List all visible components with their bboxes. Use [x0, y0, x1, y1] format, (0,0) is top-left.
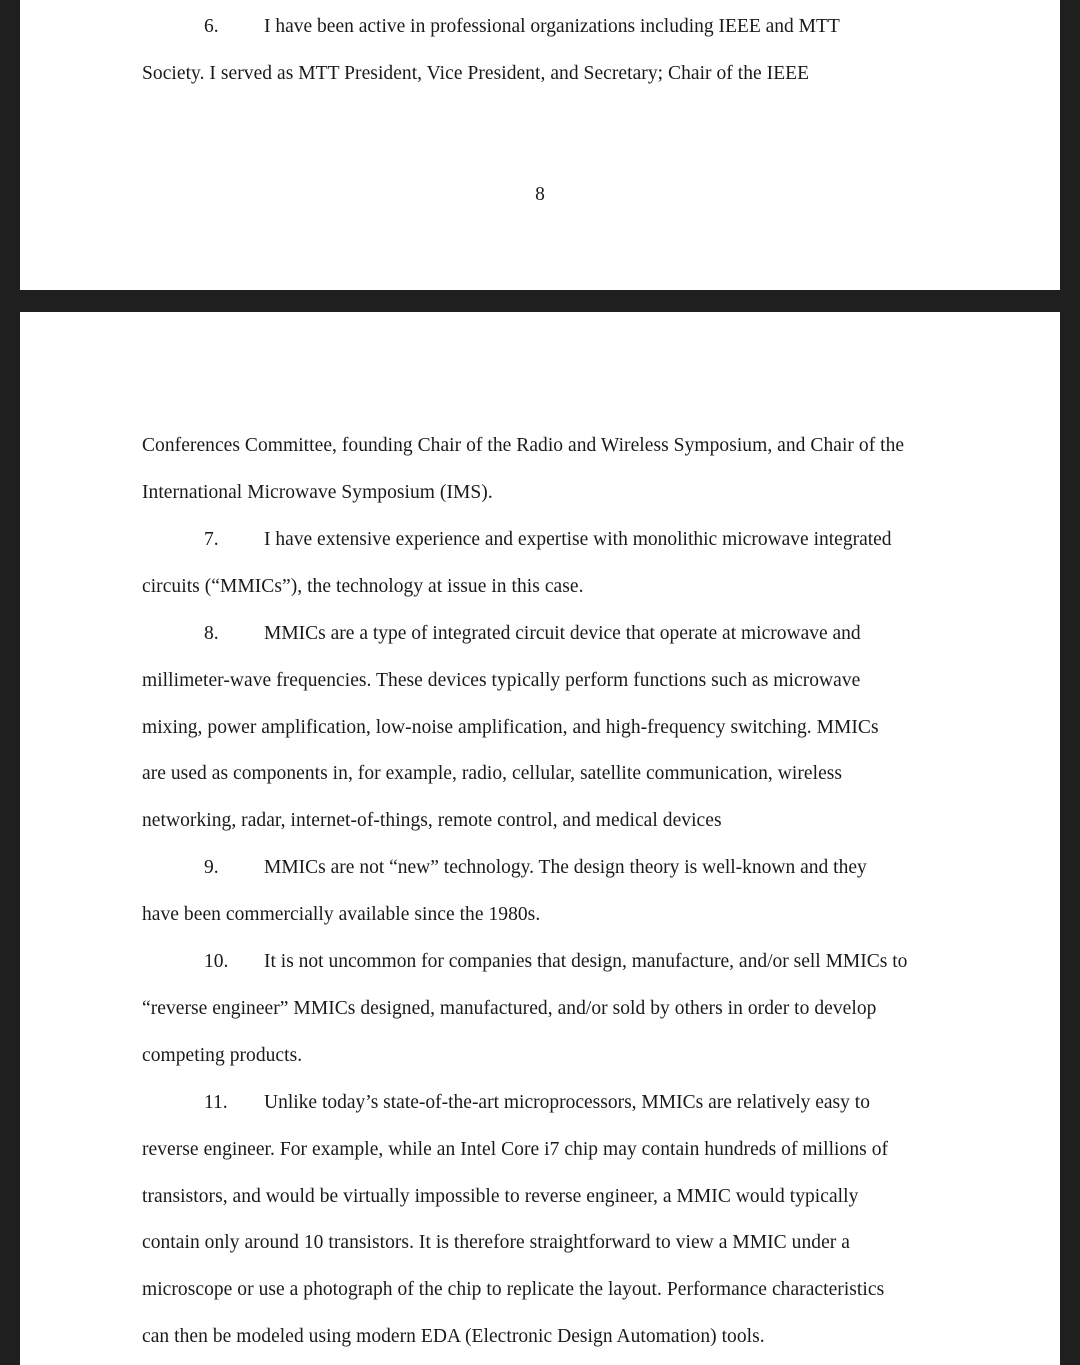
paragraph-6-continuation-line: Conferences Committee, founding Chair of the Radio and Wireless Symposium, and Chair of the — [142, 435, 905, 456]
paragraph-8-line: mixing, power amplification, low-noise amplification, and high-frequency switching. MMICs — [142, 717, 879, 738]
paragraph-11-line: contain only around 10 transistors. It is therefore straightforward to view a MMIC under a — [142, 1232, 850, 1253]
document-page-bottom — [20, 312, 1060, 1365]
paragraph-11-line: reverse engineer. For example, while an Intel Core i7 chip may contain hundreds of millions of — [142, 1139, 889, 1160]
paragraph-10-line: “reverse engineer” MMICs designed, manufactured, and/or sold by others in order to develop — [142, 998, 877, 1019]
paragraph-number: 10. — [204, 951, 229, 972]
paragraph-8-first-line: MMICs are a type of integrated circuit device that operate at microwave and — [264, 623, 861, 644]
document-page-top — [20, 0, 1060, 290]
paragraph-number: 9. — [204, 857, 219, 878]
paragraph-6-first-line: I have been active in professional organizations including IEEE and MTT — [264, 16, 840, 37]
paragraph-11-line: can then be modeled using modern EDA (Electronic Design Automation) tools. — [142, 1326, 765, 1347]
page-number: 8 — [535, 184, 545, 205]
paragraph-11-line: microscope or use a photograph of the chip to replicate the layout. Performance characteristics — [142, 1279, 885, 1300]
paragraph-11-first-line: Unlike today’s state-of-the-art microprocessors, MMICs are relatively easy to — [264, 1092, 870, 1113]
paragraph-11-line: transistors, and would be virtually impossible to reverse engineer, a MMIC would typically — [142, 1186, 859, 1207]
paragraph-6-line: Society. I served as MTT President, Vice President, and Secretary; Chair of the IEEE — [142, 63, 810, 84]
paragraph-7-first-line: I have extensive experience and expertise with monolithic microwave integrated — [264, 529, 892, 550]
paragraph-6-continuation-line: International Microwave Symposium (IMS). — [142, 482, 493, 503]
paragraph-9-first-line: MMICs are not “new” technology. The design theory is well-known and they — [264, 857, 867, 878]
paragraph-8-line: are used as components in, for example, radio, cellular, satellite communication, wireless — [142, 763, 843, 784]
paragraph-9-line: have been commercially available since the 1980s. — [142, 904, 541, 925]
paragraph-8-line: networking, radar, internet-of-things, remote control, and medical devices — [142, 810, 722, 831]
paragraph-10-first-line: It is not uncommon for companies that design, manufacture, and/or sell MMICs to — [264, 951, 908, 972]
paragraph-number: 7. — [204, 529, 219, 550]
paragraph-10-line: competing products. — [142, 1045, 303, 1066]
paragraph-number: 6. — [204, 16, 219, 37]
paragraph-7-line: circuits (“MMICs”), the technology at issue in this case. — [142, 576, 584, 597]
paragraph-8-line: millimeter-wave frequencies. These devices typically perform functions such as microwave — [142, 670, 861, 691]
paragraph-number: 8. — [204, 623, 219, 644]
paragraph-number: 11. — [204, 1092, 228, 1113]
